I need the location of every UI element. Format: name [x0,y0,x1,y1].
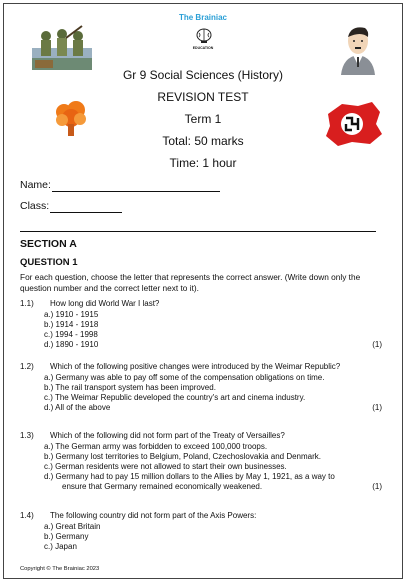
class-label: Class: [20,200,50,212]
question-text: Which of the following did not form part of the Treaty of Versailles? [50,431,285,440]
question-text: The following country did not form part of the Axis Powers: [50,511,257,520]
brain-logo [193,25,215,47]
option: b.) Germany lost territories to Belgium, Poland, Czechoslovakia and Denmark. [44,452,322,461]
name-input-line[interactable] [52,191,220,192]
option: d.) 1890 - 1910 [44,340,99,349]
marks: (1) [372,482,382,491]
section-title: SECTION A [20,238,77,250]
question-heading: QUESTION 1 [20,257,78,268]
option: a.) Germany was able to pay off some of the compensation obligations on time. [44,373,325,382]
total-marks: Total: 50 marks [162,134,244,148]
question-number: 1.1) [20,299,34,308]
name-label: Name: [20,179,51,191]
question-1-1 [20,299,394,359]
question-text: How long did World War I last? [50,299,160,308]
option: c.) German residents were not allowed to start their own businesses. [44,462,287,471]
marks: (1) [372,340,382,349]
question-1-3 [20,431,394,503]
question-number: 1.3) [20,431,34,440]
option: b.) The rail transport system has been improved. [44,383,216,392]
brand-name: The Brainiac [178,13,227,22]
option: d.) Germany had to pay 15 million dollars to the Allies by May 1, 1921, as a way to [44,472,335,481]
flag-map-illustration [322,100,384,148]
logo-caption: EDUCATION [192,46,214,50]
option: b.) 1914 - 1918 [44,320,99,329]
question-text: Which of the following positive changes were introduced by the Weimar Republic? [50,362,341,371]
explosion-illustration [54,100,88,136]
option: a.) Great Britain [44,522,101,531]
question-number: 1.2) [20,362,34,371]
option: c.) The Weimar Republic developed the country's art and cinema industry. [44,393,306,402]
question-number: 1.4) [20,511,34,520]
option: c.) 1994 - 1998 [44,330,98,339]
leader-portrait-illustration [337,19,379,75]
time-limit: Time: 1 hour [169,156,237,170]
question-1-4 [20,511,394,557]
copyright-notice: Copyright © The Brainiac 2023 [20,566,100,572]
class-input-line[interactable] [50,212,122,213]
worksheet-page [3,3,403,579]
option: c.) Japan [44,542,77,551]
option: d.) All of the above [44,403,111,412]
subject-title: Gr 9 Social Sciences (History) [122,68,284,82]
option: b.) Germany [44,532,89,541]
test-type: REVISION TEST [157,90,249,104]
option-continuation: ensure that Germany remained economically weakened. [62,482,263,491]
option: a.) 1910 - 1915 [44,310,99,319]
option: a.) The German army was forbidden to exceed 100,000 troops. [44,442,268,451]
divider [20,231,376,232]
question-1-2 [20,362,394,424]
term-label: Term 1 [184,112,222,126]
instructions: For each question, choose the letter that represents the correct answer. (Write down only the question number and the correct letter next to it). [20,272,361,293]
marks: (1) [372,403,382,412]
